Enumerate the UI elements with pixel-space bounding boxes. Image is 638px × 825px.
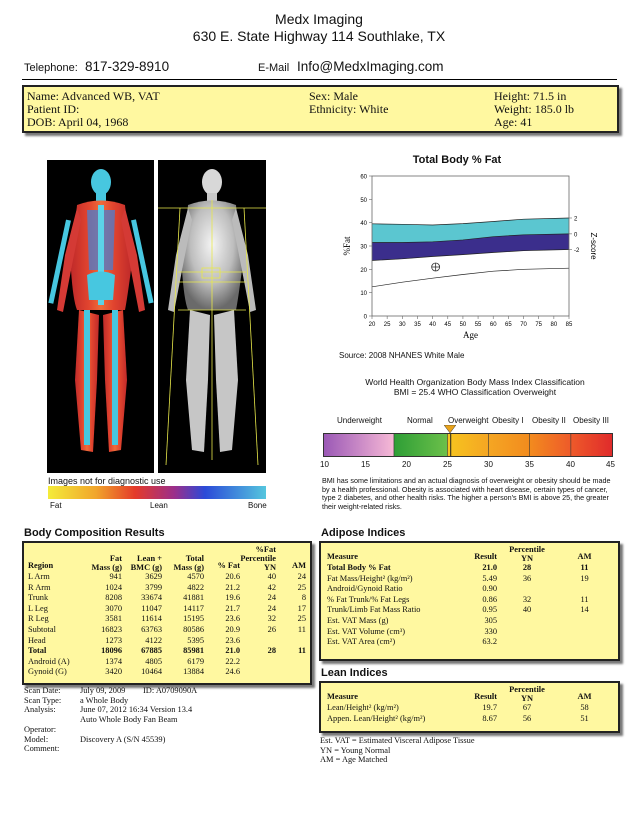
bmi-tick: 10: [320, 460, 329, 469]
header-divider: [22, 79, 617, 80]
table-cell: 5.49: [482, 573, 497, 583]
bmi-marker-icon: [444, 425, 456, 433]
model-label: Model:: [24, 734, 49, 744]
x-tick-label: 20: [368, 322, 376, 328]
phone-label: Telephone:: [24, 62, 78, 74]
x-tick-label: 35: [414, 322, 421, 328]
table-cell: Est. VAT Area (cm²): [327, 637, 396, 647]
table-cell: 8.67: [482, 713, 497, 723]
table-row: [28, 604, 306, 615]
table-cell: [240, 667, 276, 678]
table-cell: 67885: [141, 646, 162, 656]
table-cell: 19: [580, 573, 589, 583]
table-row: [327, 605, 612, 616]
table-cell: 20.9: [225, 624, 240, 634]
table-cell: Fat Mass/Height² (kg/m²): [327, 573, 413, 583]
col-header: Fat Mass (g): [91, 554, 122, 572]
table-cell: [240, 636, 276, 647]
patient-sex: Sex: Male: [309, 89, 358, 103]
phone-number: 817-329-8910: [85, 59, 170, 74]
x-tick-label: 70: [520, 322, 527, 328]
bmi-cat-underweight: Underweight: [337, 416, 382, 425]
table-cell: 11614: [141, 614, 162, 624]
y-tick-label: 20: [360, 267, 367, 274]
bmi-tick: 45: [606, 460, 615, 469]
y-tick-label: 50: [360, 197, 367, 204]
table-cell: [497, 627, 557, 638]
operator-label: Operator:: [24, 724, 57, 734]
table-cell: 8208: [105, 593, 122, 603]
table-cell: 28: [522, 563, 532, 572]
table-cell: 22.2: [225, 656, 240, 666]
table-cell: 4822: [187, 582, 204, 592]
table-cell: 3581: [105, 614, 122, 624]
tissue-color-scale: [48, 486, 266, 499]
table-cell: Appen. Lean/Height² (kg/m²): [327, 713, 426, 723]
col-header: Lean + BMC (g): [130, 554, 162, 572]
patient-weight: Weight: 185.0 lb: [494, 102, 575, 116]
table-cell: 11: [297, 624, 306, 634]
table-cell: L Arm: [28, 572, 50, 581]
table-cell: Est. VAT Volume (cm³): [327, 626, 406, 636]
table-row: [327, 627, 612, 638]
x-tick-label: 75: [535, 322, 543, 328]
table-row: [28, 614, 306, 625]
table-cell: 0.90: [482, 584, 497, 594]
table-cell: 6179: [187, 656, 204, 666]
scan-info: [24, 686, 197, 754]
table-cell: 51: [580, 713, 589, 723]
table-cell: 21.7: [225, 603, 240, 613]
table-cell: 32: [267, 614, 276, 624]
table-cell: 14117: [183, 603, 204, 613]
lean-title: Lean Indices: [321, 667, 388, 679]
table-cell: 24: [267, 593, 276, 603]
table-cell: % Fat Trunk/% Fat Legs: [327, 594, 410, 604]
scan-id: A0709090A: [155, 686, 198, 695]
scan-type-label: Scan Type:: [24, 695, 62, 705]
table-row: [28, 593, 306, 604]
analysis-value: June 07, 2012 16:34 Version 13.4: [80, 705, 193, 715]
bmi-cat-normal: Normal: [407, 416, 433, 425]
y-tick-label: 10: [360, 291, 367, 298]
bmi-cat-overweight: Overweight: [448, 416, 489, 425]
patient-ethnicity: Ethnicity: White: [309, 102, 389, 116]
bmi-segment-obesity-2: [530, 434, 571, 456]
table-cell: 1024: [105, 582, 122, 592]
col-header: Result: [474, 692, 497, 702]
table-cell: 0.86: [482, 594, 497, 604]
table-row: [28, 625, 306, 636]
table-row: [327, 574, 612, 585]
z-tick-label: 0: [574, 232, 578, 239]
table-row: [327, 595, 612, 606]
table-cell: 21.2: [225, 582, 240, 592]
patient-age: Age: 41: [494, 115, 533, 129]
x-tick-label: 50: [459, 322, 467, 328]
body-comp-title: Body Composition Results: [24, 527, 165, 539]
table-cell: Trunk: [28, 593, 49, 603]
bmi-cat-obesity-1: Obesity I: [492, 416, 524, 425]
table-row: [28, 657, 306, 668]
table-row: [327, 584, 612, 595]
x-tick-label: 40: [429, 322, 436, 328]
bmi-tick: 20: [402, 460, 411, 469]
table-cell: 4805: [145, 656, 162, 666]
chart-source: Source: 2008 NHANES White Male: [339, 351, 465, 360]
col-header: Percentile YN: [509, 685, 545, 703]
body-comp-table: [28, 545, 306, 678]
table-cell: 11: [298, 646, 306, 656]
body-fat-chart: [330, 168, 600, 343]
scan-date: July 09, 2009: [80, 686, 126, 695]
patient-name: Name: Advanced WB, VAT: [27, 89, 160, 103]
bmi-cat-obesity-2: Obesity II: [532, 416, 566, 425]
clinic-address: 630 E. State Highway 114 Southlake, TX: [192, 28, 446, 44]
table-cell: 23.6: [225, 614, 240, 624]
table-cell: R Leg: [28, 614, 49, 624]
table-cell: Android (A): [28, 656, 70, 666]
adipose-title: Adipose Indices: [321, 527, 406, 539]
table-row: [28, 667, 306, 678]
table-cell: 3629: [145, 572, 162, 581]
x-tick-label: 25: [383, 322, 391, 328]
body-comp-table-box: [22, 541, 312, 685]
table-cell: 25: [297, 582, 306, 592]
grayscale-body-scan-image: [158, 160, 266, 473]
table-row: [28, 636, 306, 647]
table-cell: 0.95: [482, 605, 497, 615]
z-tick-label: -2: [574, 248, 580, 254]
table-cell: [276, 636, 306, 647]
table-cell: 85981: [183, 646, 204, 656]
table-cell: 40: [267, 572, 276, 581]
table-cell: [557, 616, 612, 627]
bmi-tick: 15: [361, 460, 370, 469]
scale-label-bone: Bone: [248, 501, 267, 510]
table-cell: 56: [522, 713, 532, 723]
table-cell: 32: [522, 594, 532, 604]
table-cell: 40: [522, 605, 532, 615]
bmi-cat-obesity-3: Obesity III: [573, 416, 610, 425]
table-cell: 3420: [105, 667, 122, 677]
abbreviation-legend: [320, 736, 475, 765]
x-tick-label: 65: [505, 322, 512, 328]
col-header: Total Mass (g): [173, 554, 204, 572]
table-cell: [497, 584, 557, 595]
table-cell: 5395: [187, 635, 204, 645]
table-cell: 80586: [183, 624, 204, 634]
diagnostic-note: Images not for diagnostic use: [48, 476, 166, 486]
table-cell: 21.0: [225, 646, 240, 656]
table-cell: 42: [267, 582, 276, 592]
bmi-segment-obesity-3: [571, 434, 612, 456]
patient-info-box: [22, 85, 619, 133]
bmi-segment-overweight: [447, 434, 488, 456]
bmi-tick: 30: [484, 460, 493, 469]
table-cell: 10464: [141, 667, 162, 677]
bmi-scale-bar: [323, 433, 613, 457]
y-tick-label: 30: [360, 244, 367, 251]
table-cell: 4122: [145, 635, 162, 645]
reference-line: [372, 268, 569, 287]
table-cell: [497, 616, 557, 627]
table-cell: 33674: [141, 593, 162, 603]
x-tick-label: 85: [565, 322, 573, 328]
table-cell: 11: [580, 563, 589, 572]
x-tick-label: 80: [550, 322, 558, 328]
clinic-name: Medx Imaging: [275, 11, 363, 27]
table-cell: 17: [297, 603, 306, 613]
scan-type: a Whole Body: [80, 695, 129, 705]
bmi-tick: 40: [566, 460, 575, 469]
table-cell: 941: [109, 572, 122, 581]
y-tick-label: 60: [360, 174, 367, 181]
table-cell: 13884: [183, 667, 204, 677]
bmi-tick: 25: [443, 460, 452, 469]
table-cell: 25: [297, 614, 306, 624]
table-cell: 24: [267, 603, 276, 613]
z-axis-label: Z-score: [589, 232, 598, 260]
table-cell: [497, 637, 557, 648]
patient-dob: DOB: April 04, 1968: [27, 115, 129, 129]
table-cell: 67: [522, 703, 532, 712]
x-tick-label: 30: [398, 322, 406, 328]
chart-title: Total Body % Fat: [412, 154, 502, 166]
table-cell: 14: [580, 605, 589, 615]
table-cell: 24: [297, 572, 306, 581]
table-cell: 41881: [183, 593, 204, 603]
model-value: Discovery A (S/N 45539): [80, 734, 166, 744]
table-cell: Lean/Height² (kg/m²): [327, 703, 399, 712]
x-axis-label: Age: [463, 330, 478, 340]
table-cell: L Leg: [28, 603, 48, 613]
scale-label-fat: Fat: [50, 501, 62, 510]
table-cell: 1273: [105, 635, 122, 645]
table-cell: 1374: [105, 656, 122, 666]
table-cell: Head: [28, 635, 46, 645]
legend-line: AM = Age Matched: [320, 755, 388, 765]
table-cell: 63763: [141, 624, 162, 634]
comment-label: Comment:: [24, 744, 60, 754]
scan-date-label: Scan Date:: [24, 686, 61, 695]
table-cell: Subtotal: [28, 624, 56, 634]
adipose-table-box: [319, 541, 620, 661]
x-tick-label: 55: [474, 322, 482, 328]
table-cell: 36: [522, 573, 532, 583]
color-body-scan-image: [47, 160, 154, 473]
table-cell: Total: [28, 646, 47, 656]
table-row: [28, 646, 306, 657]
col-header: AM: [577, 692, 592, 702]
table-cell: 16823: [101, 624, 122, 634]
table-cell: 26: [267, 624, 276, 634]
table-cell: 19.7: [482, 703, 497, 712]
table-cell: 28: [267, 646, 276, 656]
col-header: Result: [474, 552, 497, 562]
col-header: %Fat Percentile YN: [240, 545, 276, 572]
table-cell: [557, 627, 612, 638]
lean-table: [327, 685, 612, 724]
table-row: [327, 616, 612, 627]
y-tick-label: 0: [363, 314, 367, 321]
table-cell: 305: [484, 615, 497, 625]
table-cell: 15195: [183, 614, 204, 624]
bmi-segment-obesity-1: [489, 434, 530, 456]
col-header: Percentile YN: [509, 545, 545, 563]
analysis-label: Analysis:: [24, 705, 56, 715]
col-header: Measure: [327, 692, 359, 702]
table-cell: 63.2: [482, 637, 497, 647]
y-tick-label: 40: [360, 221, 367, 228]
bmi-classification: BMI = 25.4 WHO Classification Overweight: [393, 387, 557, 397]
scan-id-label: ID:: [143, 686, 155, 695]
bmi-disclaimer: BMI has some limitations and an actual diagnosis of overweight or obesity should be made by a health professional. Obesity is associated with heart disease, certain types of cancer, type 2 diabetes, and other health risks. The higher a person's BMI is above 25, the greater their weight-related risks.: [322, 476, 611, 511]
table-cell: 21.0: [482, 563, 497, 572]
table-cell: 330: [484, 626, 497, 636]
col-header: AM: [577, 552, 592, 562]
analysis-method: Auto Whole Body Fan Beam: [80, 715, 178, 725]
table-cell: 18096: [101, 646, 122, 656]
table-cell: 19.6: [225, 593, 240, 603]
table-cell: [276, 657, 306, 668]
table-cell: [276, 667, 306, 678]
who-title: World Health Organization Body Mass Index Classification: [365, 377, 585, 387]
patient-height: Height: 71.5 in: [494, 89, 567, 103]
col-header: Measure: [327, 552, 359, 562]
col-header: AM: [292, 561, 306, 571]
lean-table-box: [319, 681, 620, 733]
scale-label-lean: Lean: [150, 501, 168, 510]
z-tick-label: 2: [574, 216, 578, 223]
table-row: [327, 703, 612, 714]
table-cell: 4570: [187, 572, 204, 581]
table-cell: Total Body % Fat: [327, 563, 391, 572]
table-cell: 3799: [145, 582, 162, 592]
table-cell: R Arm: [28, 582, 51, 592]
table-cell: [240, 657, 276, 668]
table-cell: 23.6: [225, 635, 240, 645]
adipose-table: [327, 545, 612, 648]
bmi-tick: 35: [525, 460, 534, 469]
table-cell: 20.6: [225, 572, 240, 581]
table-cell: 8: [301, 593, 306, 603]
table-cell: 11: [580, 594, 589, 604]
table-row: [327, 637, 612, 648]
table-cell: 3070: [105, 603, 122, 613]
bmi-segment-underweight: [324, 434, 394, 456]
table-cell: [557, 584, 612, 595]
email-address[interactable]: Info@MedxImaging.com: [297, 59, 444, 74]
patient-id: Patient ID:: [27, 102, 80, 116]
table-cell: 24.6: [225, 667, 240, 677]
table-cell: Android/Gynoid Ratio: [327, 584, 403, 594]
bmi-segment-normal: [394, 434, 447, 456]
table-row: [327, 563, 612, 574]
table-cell: 11047: [141, 603, 162, 613]
col-header: % Fat: [217, 561, 240, 571]
legend-line: Est. VAT = Estimated Visceral Adipose Tissue: [320, 736, 475, 745]
table-cell: [557, 637, 612, 648]
table-cell: 58: [580, 703, 589, 712]
table-row: [28, 583, 306, 594]
x-tick-label: 45: [444, 322, 452, 328]
legend-line: YN = Young Normal: [320, 745, 391, 755]
table-cell: Est. VAT Mass (g): [327, 615, 389, 625]
y-axis-label: %Fat: [342, 236, 352, 256]
table-cell: Trunk/Limb Fat Mass Ratio: [327, 605, 421, 615]
email-label: E-Mail: [258, 62, 290, 74]
col-header: Region: [28, 561, 54, 571]
x-tick-label: 60: [489, 322, 497, 328]
table-cell: Gynoid (G): [28, 667, 67, 677]
table-row: [327, 714, 612, 725]
table-row: [28, 572, 306, 583]
